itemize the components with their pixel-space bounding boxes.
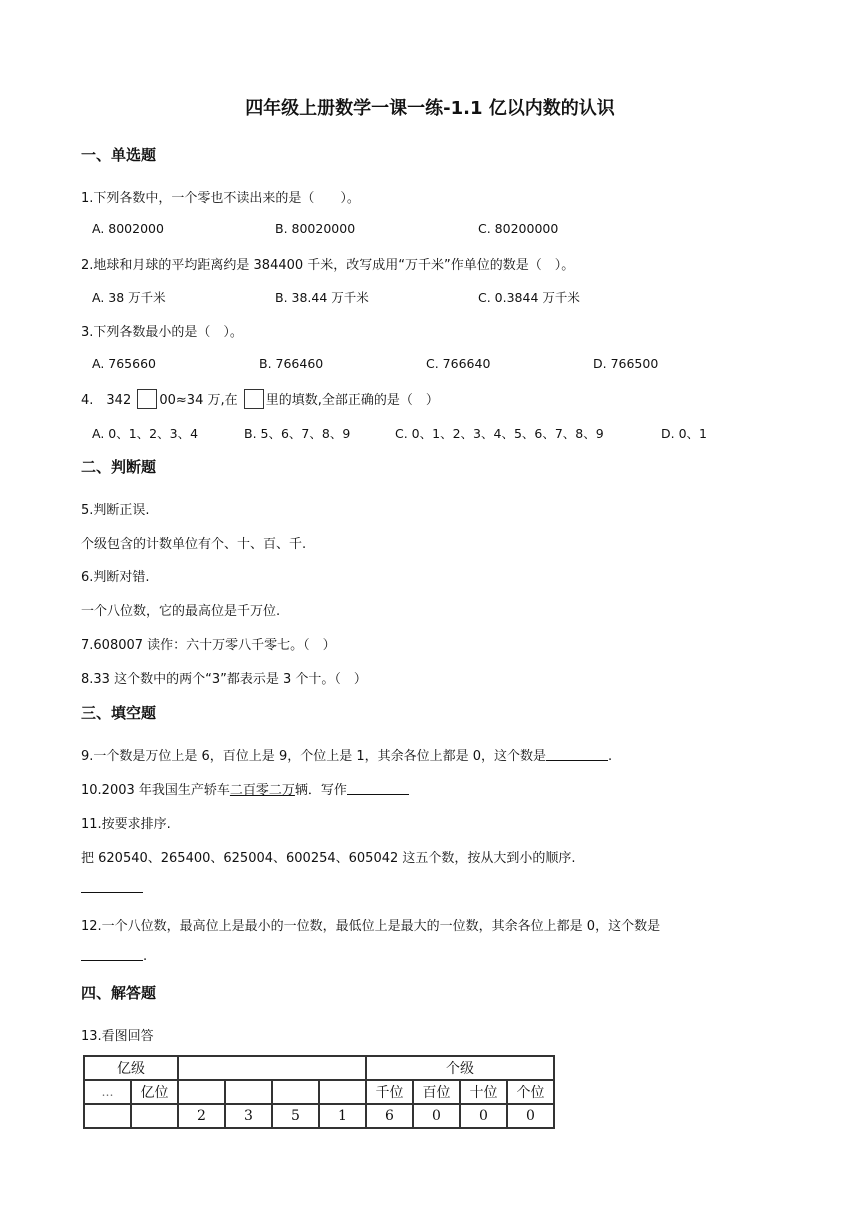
q10-answer-blank[interactable] (347, 782, 409, 795)
question-9 (81, 745, 612, 764)
question-10 (81, 779, 409, 798)
q2-option-b[interactable]: B. 38.44 万千米 (275, 290, 369, 305)
q4-option-b[interactable]: B. 5、6、7、8、9 (244, 426, 351, 441)
section-heading-fill-in: 三、填空题 (81, 704, 157, 722)
table-header-yi-ji: 亿级 (84, 1056, 178, 1080)
q4-suffix: 里的填数,全部正确的是（ ） (265, 393, 439, 408)
table-cell-digit: 0 (507, 1104, 554, 1128)
question-12: 12.一个八位数，最高位上是最小的一位数，最低位上是最大的一位数，其余各位上都是 0，这个数是 (81, 919, 661, 934)
place-value-table (83, 1055, 555, 1129)
q1-option-b[interactable]: B. 80020000 (275, 221, 356, 236)
table-cell-shi-wei: 十位 (460, 1080, 507, 1104)
q11-answer-blank[interactable] (81, 880, 143, 893)
table-header-ge-ji: 个级 (366, 1056, 554, 1080)
q1-option-a[interactable]: A. 8002000 (92, 221, 164, 236)
question-1: 1.下列各数中，一个零也不读出来的是（ ）。 (81, 191, 360, 206)
question-5-statement: 个级包含的计数单位有个、十、百、千. (81, 537, 307, 552)
question-6-statement: 一个八位数，它的最高位是千万位. (81, 604, 281, 619)
table-cell-dots: … (84, 1080, 131, 1104)
table-cell-yi-wei: 亿位 (131, 1080, 178, 1104)
q3-option-d[interactable]: D. 766500 (593, 356, 659, 371)
q3-option-a[interactable]: A. 765660 (92, 356, 156, 371)
table-cell (272, 1080, 319, 1104)
question-10-underlined: 二百零二万 (229, 783, 295, 798)
table-cell-qian-wei: 千位 (366, 1080, 413, 1104)
table-cell (225, 1080, 272, 1104)
question-2: 2.地球和月球的平均距离约是 384400 千米，改写成用“万千米”作单位的数是（ ）。 (81, 258, 575, 273)
q1-option-c[interactable]: C. 80200000 (478, 221, 559, 236)
table-cell-bai-wei: 百位 (413, 1080, 460, 1104)
question-4 (81, 389, 439, 409)
q4-prefix: 4. 342 (81, 393, 132, 408)
table-cell-digit: 2 (178, 1104, 225, 1128)
q3-option-b[interactable]: B. 766460 (259, 356, 324, 371)
q4-option-a[interactable]: A. 0、1、2、3、4 (92, 426, 199, 441)
table-header-blank (178, 1056, 366, 1080)
q4-middle: 00≈34 万,在 (159, 393, 238, 408)
question-5: 5.判断正误. (81, 503, 150, 518)
section-heading-true-false: 二、判断题 (81, 458, 157, 476)
question-11: 11.按要求排序. (81, 817, 171, 832)
q12-answer-row (81, 948, 147, 964)
q4-option-d[interactable]: D. 0、1 (661, 426, 707, 441)
table-row (84, 1056, 554, 1080)
question-12-end: . (143, 949, 148, 964)
q3-option-c[interactable]: C. 766640 (426, 356, 491, 371)
q2-option-c[interactable]: C. 0.3844 万千米 (478, 290, 580, 305)
table-cell-digit: 3 (225, 1104, 272, 1128)
question-3: 3.下列各数最小的是（ ）。 (81, 325, 243, 340)
question-8: 8.33 这个数中的两个“3”都表示是 3 个十。（ ） (81, 672, 367, 687)
question-10-prefix: 10.2003 年我国生产轿车 (81, 783, 230, 798)
question-7: 7.608007 读作：六十万零八千零七。（ ） (81, 638, 336, 653)
q12-answer-blank[interactable] (81, 948, 143, 961)
question-9-end: . (608, 749, 613, 764)
table-cell-digit: 0 (413, 1104, 460, 1128)
page-title: 四年级上册数学一课一练-1.1 亿以内数的认识 (245, 98, 615, 119)
section-heading-answer: 四、解答题 (81, 984, 157, 1002)
table-cell (84, 1104, 131, 1128)
table-row (84, 1104, 554, 1128)
question-10-suffix: 辆．写作 (294, 783, 347, 798)
section-heading-single-choice: 一、单选题 (81, 146, 157, 164)
question-13: 13.看图回答 (81, 1029, 154, 1044)
table-cell-ge-wei: 个位 (507, 1080, 554, 1104)
table-cell-digit: 0 (460, 1104, 507, 1128)
table-cell-digit: 5 (272, 1104, 319, 1128)
q9-answer-blank[interactable] (546, 748, 608, 761)
table-cell-digit: 1 (319, 1104, 366, 1128)
table-cell (319, 1080, 366, 1104)
table-cell (178, 1080, 225, 1104)
question-11-instruction: 把 620540、265400、625004、600254、605042 这五个数，按从大到小的顺序. (81, 851, 576, 866)
table-row (84, 1080, 554, 1104)
question-6: 6.判断对错. (81, 570, 150, 585)
table-cell (131, 1104, 178, 1128)
q4-answer-box (137, 389, 157, 409)
question-9-text: 9.一个数是万位上是 6，百位上是 9，个位上是 1，其余各位上都是 0，这个数是 (81, 749, 547, 764)
q11-answer-blank-row (81, 880, 143, 896)
q4-option-c[interactable]: C. 0、1、2、3、4、5、6、7、8、9 (395, 426, 604, 441)
q4-reference-box (244, 389, 264, 409)
table-cell-digit: 6 (366, 1104, 413, 1128)
q2-option-a[interactable]: A. 38 万千米 (92, 290, 166, 305)
